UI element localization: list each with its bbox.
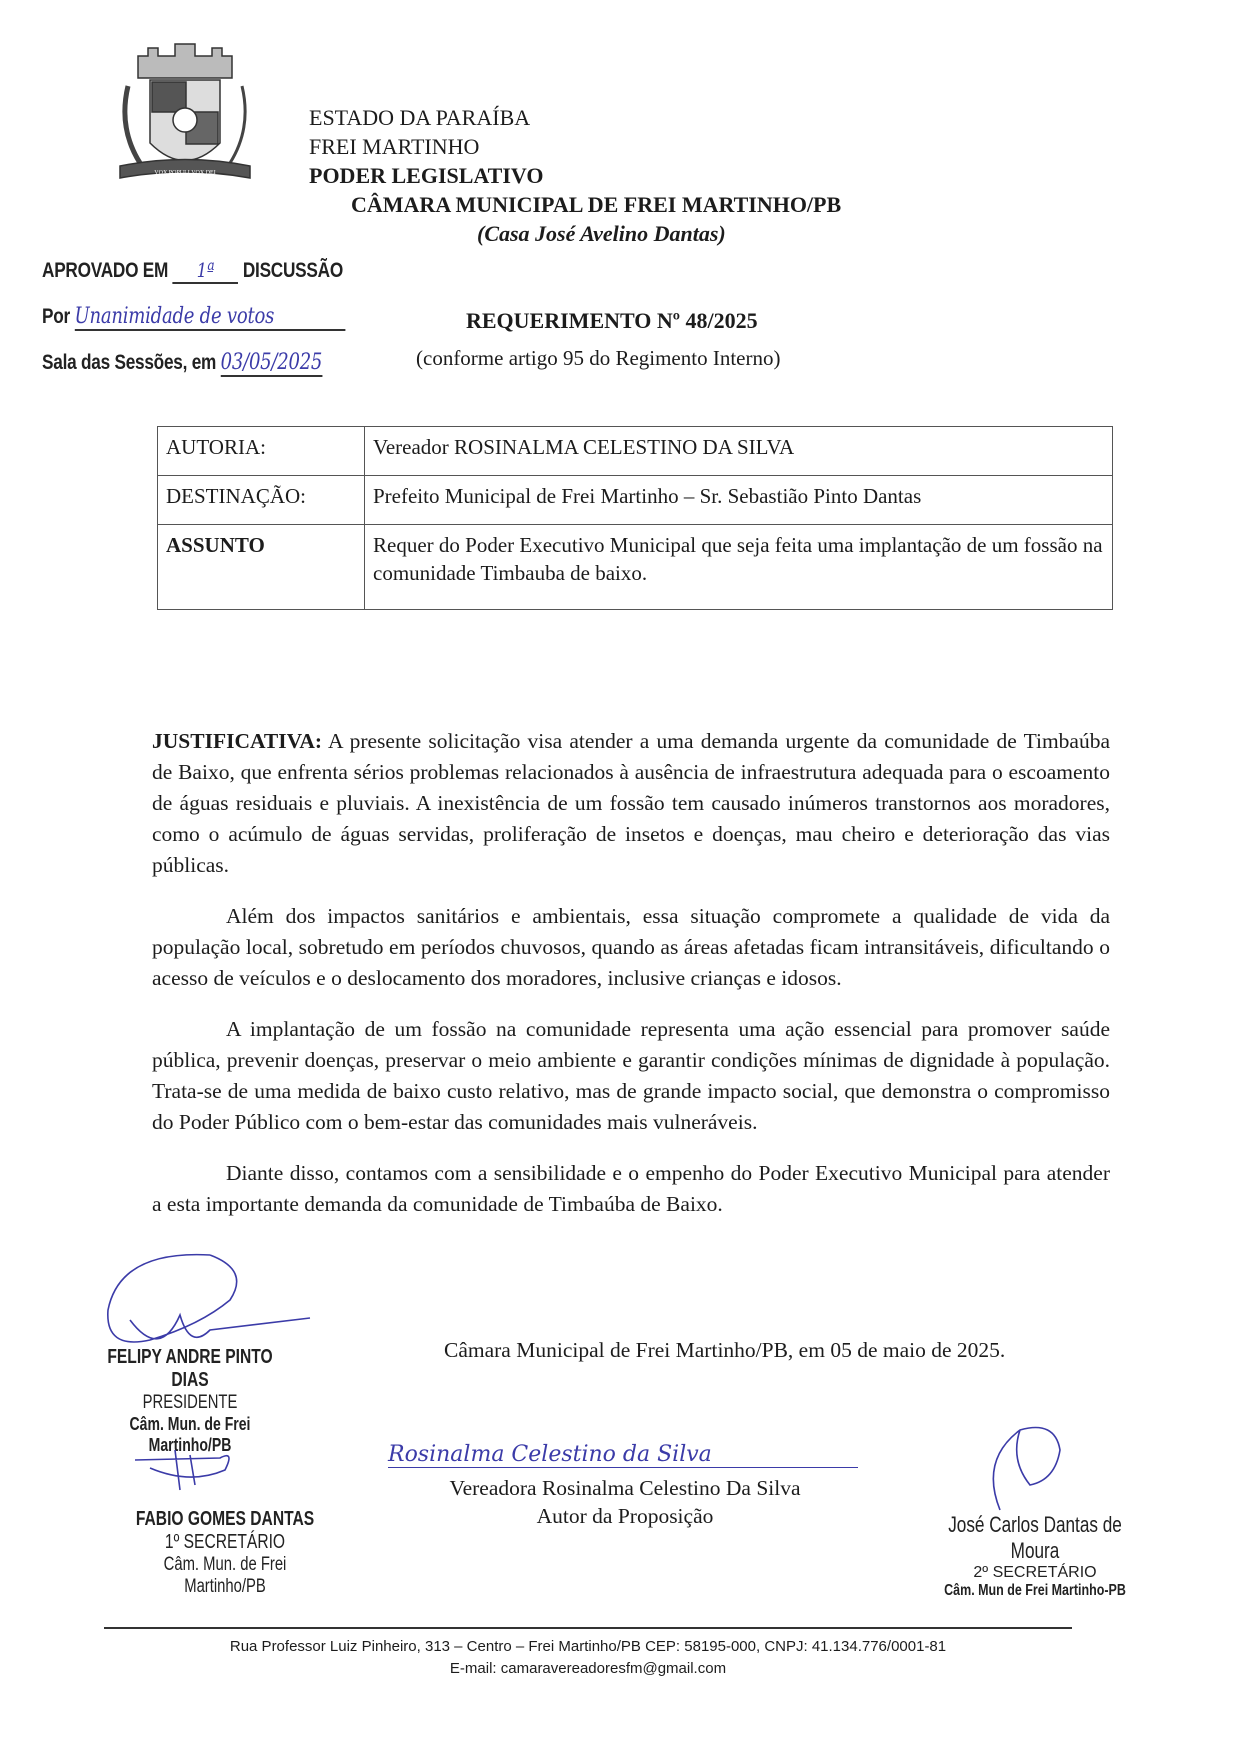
- table-row: [158, 525, 1113, 610]
- president-role: PRESIDENTE: [142, 1392, 238, 1413]
- svg-text:VOX POPULI VOX DEI: VOX POPULI VOX DEI: [154, 170, 216, 176]
- second-secretary-name: José Carlos Dantas de Moura: [948, 1512, 1122, 1563]
- justification-paragraph-2: Além dos impactos sanitários e ambientais, essa situação compromete a qualidade de vida da população local, sobretudo em períodos chuvosos, quando as áreas afetadas ficam intransitáveis, dificultando o acesso de veículos e o deslocamento dos moradores, inclusive crianças e idosos.: [152, 904, 1110, 990]
- second-secretary-role: 2º SECRETÁRIO: [973, 1564, 1097, 1581]
- date-line: Câmara Municipal de Frei Martinho/PB, em 05 de maio de 2025.: [444, 1338, 1006, 1362]
- first-secretary-name: FABIO GOMES DANTAS: [135, 1508, 315, 1530]
- destinacao-label: DESTINAÇÃO:: [158, 476, 365, 525]
- table-row: [158, 476, 1113, 525]
- first-secretary-org: Câm. Mun. de Frei Martinho/PB: [163, 1554, 287, 1597]
- autoria-value: Vereador ROSINALMA CELESTINO DA SILVA: [365, 427, 1113, 476]
- state-name: ESTADO DA PARAÍBA: [309, 105, 531, 130]
- justification-paragraph-4: Diante disso, contamos com a sensibilidade e o empenho do Poder Executivo Municipal para atender a esta importante demanda da comunidade de Timbaúba de Baixo.: [152, 1161, 1110, 1216]
- justification-paragraph-3: A implantação de um fossão na comunidade representa uma ação essencial para promover saúde pública, prevenir doenças, preservar o meio ambiente e garantir condições mínimas de dignidade à população. Trata-se de uma medida de baixo custo relativo, mas de grande impacto social, que demonstra o compromisso do Poder Público com o bem-estar das comunidades mais vulneráveis.: [152, 1017, 1110, 1134]
- first-secretary-signature: [95, 1508, 355, 1598]
- approval-stamp-line1: [42, 258, 343, 284]
- footer-divider: [104, 1627, 1072, 1629]
- footer-address: Rua Professor Luiz Pinheiro, 313 – Centro – Frei Martinho/PB CEP: 58195-000, CNPJ: 41.134.776/0001-81: [229, 1638, 947, 1655]
- city-name: FREI MARTINHO: [309, 134, 480, 159]
- municipal-crest-logo: [100, 38, 270, 193]
- aprovado-label: APROVADO EM: [42, 259, 169, 282]
- president-org: Câm. Mun. de Frei Martinho/PB: [129, 1414, 251, 1455]
- first-secretary-role: 1º SECRETÁRIO: [164, 1531, 286, 1553]
- assunto-value: Requer do Poder Executivo Municipal que seja feita uma implantação de um fossão na comunidade Timbauba de baixo.: [365, 525, 1113, 610]
- author-signature: [390, 1474, 860, 1530]
- autoria-label: AUTORIA:: [158, 427, 365, 476]
- institution-name: CÂMARA MUNICIPAL DE FREI MARTINHO/PB: [351, 192, 842, 217]
- justification-label: JUSTIFICATIVA:: [152, 729, 323, 753]
- table-row: [158, 427, 1113, 476]
- footer: [104, 1636, 1072, 1680]
- branch-name: PODER LEGISLATIVO: [309, 163, 544, 188]
- second-secretary-org: Câm. Mun de Frei Martinho-PB: [944, 1582, 1126, 1599]
- first-secretary-signature-scribble: [130, 1440, 240, 1500]
- info-table: [157, 426, 1113, 610]
- approval-stamp-line2: [42, 304, 345, 331]
- destinacao-value: Prefeito Municipal de Frei Martinho – Sr. Sebastião Pinto Dantas: [365, 476, 1113, 525]
- justification-text-1: A presente solicitação visa atender a uma demanda urgente da comunidade de Timbaúba de Baixo, que enfrenta sérios problemas relacionados à ausência de infraestrutura adequada para o escoamento de águas residuais e pluviais. A inexistência de um fossão tem causado inúmeros transtornos aos moradores, como o acúmulo de águas servidas, proliferação de insetos e doenças, mau cheiro e deterioração das vias públicas.: [152, 729, 1110, 877]
- discussao-label: DISCUSSÃO: [242, 259, 344, 282]
- sala-label: Sala das Sessões, em: [42, 351, 217, 374]
- discussion-number: 1ª: [173, 258, 239, 284]
- second-secretary-signature: [910, 1512, 1160, 1600]
- justification-section: [152, 726, 1110, 1240]
- president-name: FELIPY ANDRE PINTO DIAS: [107, 1346, 273, 1391]
- por-label: Por: [42, 305, 70, 328]
- document-title: REQUERIMENTO Nº 48/2025: [466, 308, 758, 333]
- footer-email: E-mail: camaravereadoresfm@gmail.com: [449, 1660, 727, 1677]
- approval-stamp-line3: [42, 350, 322, 377]
- justification-paragraph-1: [152, 726, 1110, 881]
- assunto-label: ASSUNTO: [158, 525, 365, 610]
- author-name: Vereadora Rosinalma Celestino Da Silva: [449, 1476, 801, 1500]
- vote-result: Unanimidade de votos: [75, 304, 346, 331]
- session-date: 03/05/2025: [220, 350, 323, 375]
- document-subtitle: (conforme artigo 95 do Regimento Interno): [416, 346, 781, 370]
- author-role: Autor da Proposição: [536, 1504, 714, 1528]
- institution-house: (Casa José Avelino Dantas): [477, 221, 726, 246]
- author-handwritten-signature: Rosinalma Celestino da Silva: [388, 1442, 858, 1468]
- letterhead: [309, 103, 841, 248]
- second-secretary-signature-scribble: [960, 1420, 1080, 1520]
